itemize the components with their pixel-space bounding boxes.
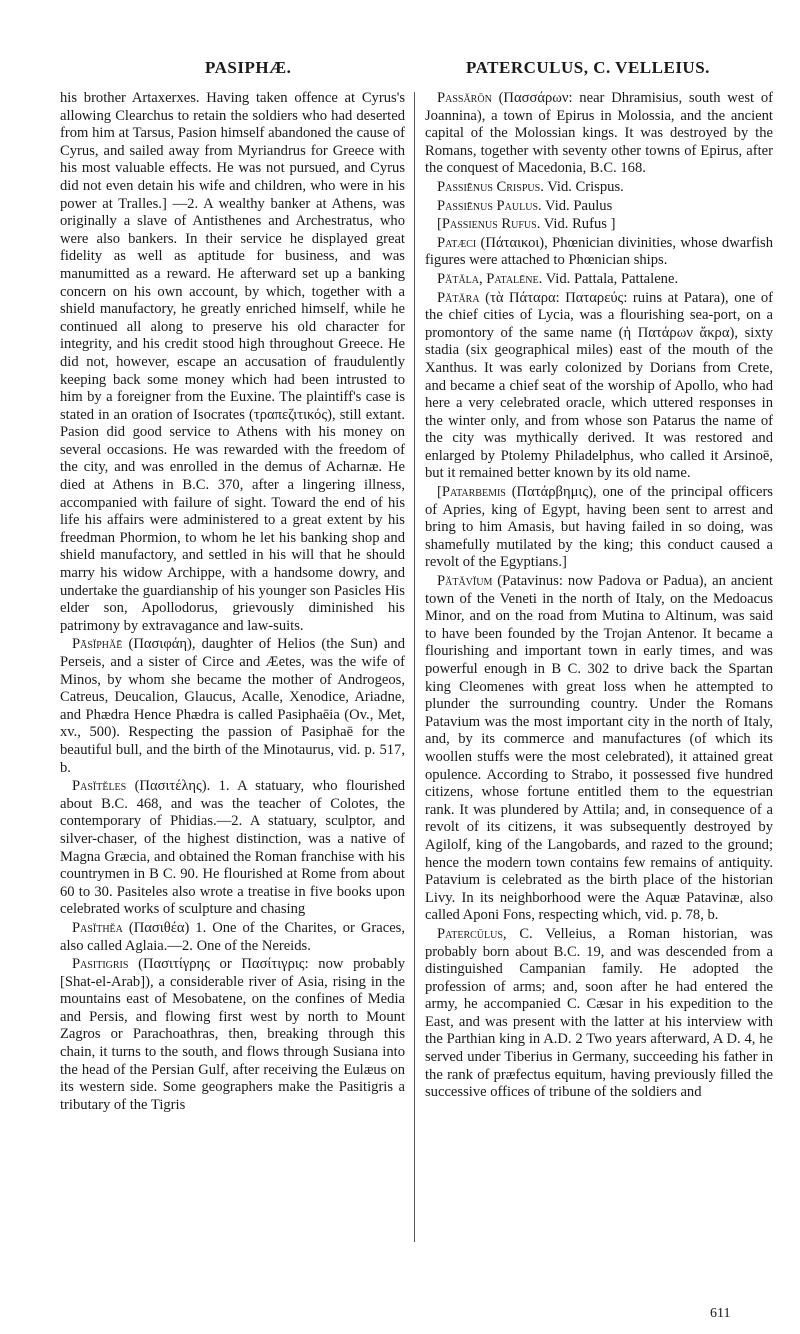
entry-text: (Πασιτέλης). 1. A statuary, who flourished about B.C. 468, and was the teacher of Colotes, the contemporary of Phidias.—2. A statuary, sculptor, and silver-chaser, of the highest distinction, was a native of Magna Græcia, and obtained the Roman franchise with his countrymen in B C. 90. He flourished at Rome from about 60 to 30. Pasiteles also wrote a treatise in five books upon celebrated works of sculpture and chasing <box>60 778 405 918</box>
dictionary-entry <box>60 956 405 1114</box>
entry-headword: Patæci <box>437 234 477 251</box>
dictionary-entry <box>425 198 773 216</box>
entry-text: (Πασσάρων: near Dhramisius, south west of Joannina), a town of Epirus in Molossia, and the ancient capital of the Molossian kings. It was destroyed by the Romans, together with seventy other towns of Epirus, after the conquest of Macedonia, B.C. 168. <box>425 90 773 177</box>
dictionary-entry <box>60 920 405 955</box>
entry-headword: [Patarbemis <box>437 484 506 501</box>
entry-headword: Pasĭthĕa <box>72 919 123 936</box>
dictionary-entry <box>425 216 773 234</box>
entry-text: C. Velleius, a Roman historian, was probably born about B.C. 19, and was descended from a distinguished Campanian family. He adopted the profession of arms; and, soon after he had entered the army, he accompanied C. Cæsar in his expedition to the East, and was present with the latter at his interview with the Parthian king in A.D. 2 Two years afterward, A D. 4, he served under Tiberius in Germany, succeeding his father in the rank of præfectus equitum, having previously filled the successive offices of tribune of the soldiers and <box>425 925 773 1101</box>
entry-headword: Pāsĭphăē <box>72 636 123 653</box>
dictionary-entry <box>425 484 773 572</box>
entry-headword: [Passienus Rufus. <box>437 216 541 233</box>
column-divider <box>414 92 415 1242</box>
header-right: PATERCULUS, C. VELLEIUS. <box>466 58 710 77</box>
dictionary-entry <box>425 926 773 1102</box>
entry-headword: Pasĭtĕles <box>72 778 127 795</box>
dictionary-entry <box>425 235 773 270</box>
entry-headword: Pătăla, Patalēne. <box>437 270 543 287</box>
entry-headword: Passiēnus Paulus. <box>437 197 542 214</box>
entry-text: Vid. Crispus. <box>543 178 624 195</box>
dictionary-entry <box>425 90 773 178</box>
entry-text: (Patavinus: now Padova or Padua), an ancient town of the Veneti in the north of Italy, on the Medoacus Minor, and on the road from Mutina to Altinum, was said to have been founded by the Trojan Antenor. It became a flourishing and important town in early times, and was powerful enough in B C. 302 to drive back the Spartan king Cleomenes with great loss when he attempted to plunder the surrounding country. Under the Romans Patavium was the most important city in the north of Italy, and, by its commerce and manufactures (of which its woollen stuffs were the most celebrated), it attained great opulence. According to Strabo, it possessed five hundred citizens, whose fortune entitled them to the equestrian rank. It was plundered by Attila; and, in consequence of a revolt of its citizens, it was subsequently destroyed by Agilolf, king of the Langobards, and razed to the ground; hence the modern town contains few remains of antiquity. Patavium is celebrated as the birth place of the historian Livy. In its neighborhood were the Aquæ Patavinæ, also called Aponi Fons, respecting which, vid. p. 78, b. <box>425 573 773 924</box>
entry-text: (Πάταικοι), Phœnician divinities, whose dwarfish figures were attached to Phœnician ships. <box>425 234 773 269</box>
entry-text: his brother Artaxerxes. Having taken offence at Cyrus's allowing Clearchus to retain the soldiers who had deserted from him at Tarsus, Pasion himself abandoned the cause of Cyrus, and sailed away from Myriandrus for Greece with his most valuable effects. He was not pursued, and Cyrus did not even detain his wife and children, who were in his power at Tralles.] —2. A wealthy banker at Athens, was originally a slave of Antisthenes and Archestratus, who were also bankers. In their service he displayed great fidelity as well as aptitude for business, and was manumitted as a reward. He afterward set up a banking concern on his own account, by which, together with a shield manufactory, he greatly enriched himself, while he continued all along to preserve his old character for integrity, and his credit stood high throughout Greece. He did not, however, escape an accusation of fraudulently keeping back some money which had been intrusted to him by a foreigner from the Euxine. The plaintiff's case is stated in an oration of Isocrates (τραπεζιτικός), still extant. Pasion did good service to Athens with his money on several occasions. He was rewarded with the freedom of the city, and was enrolled in the demus of Acharnæ. He died at Athens in B.C. 370, after a lingering illness, accompanied with failure of sight. Toward the end of his life his affairs were administered to a great extent by his freedman Phormion, to whom he let his banking shop and shield manufactory, and settled in his will that he should marry his widow Archippe, with a handsome dowry, and undertake the guardianship of his younger son Pasicles His elder son, Apollodorus, grievously diminished his patrimony by extravagance and law-suits. <box>60 90 405 634</box>
entry-text: (τὰ Πάταρα: Παταρεύς: ruins at Patara), one of the chief cities of Lycia, was a flourishing sea-port, on a promontory of the same name (ἡ Πατάρων ἄκρα), sixty stadia (six geographical miles) east of the mouth of the Xanthus. It was early colonized by Dorians from Crete, and became a chief seat of the worship of Apollo, who had here a very celebrated oracle, which uttered responses in the winter only, and from whose son Patarus the name of the city was mythically derived. It was restored and enlarged by Ptolemy Philadelphus, who called it Arsinoē, but it remained better known by its old name. <box>425 289 773 482</box>
entry-headword: Pătăra <box>437 289 480 306</box>
dictionary-entry <box>60 778 405 919</box>
right-column <box>425 90 773 1103</box>
entry-headword: Passiēnus Crispus. <box>437 178 544 195</box>
dictionary-entry <box>425 179 773 197</box>
entry-text: (Πασιτίγρης or Πασίτιγρις: now probably [Shat-el-Arab]), a considerable river of Asia, rising in the mountains east of Mesobatene, on the confines of Media and Persis, and flowing first west by north to Mount Zagros or Parachoathras, then, breaking through this chain, it turns to the south, and flows through Susiana into the head of the Persian Gulf, after receiving the Eulæus on its western side. Some geographers make the Pasitigris a tributary of the Tigris <box>60 956 405 1113</box>
entry-text: Vid. Pattala, Pattalene. <box>542 270 679 287</box>
entry-text: Vid. Rufus ] <box>540 216 616 233</box>
left-column <box>60 90 405 1115</box>
dictionary-entry <box>425 290 773 484</box>
entry-text: (Πασιφάη), daughter of Helios (the Sun) and Perseis, and a sister of Circe and Æetes, was the wife of Minos, by whom she became the mother of Androgeos, Catreus, Deucalion, Glaucus, Acalle, Xenodice, Ariadne, and Phædra Hence Phædra is called Pasiphaēia (Ov., Met, xv., 500). Respecting the passion of Pasiphaē for the beautiful bull, and the birth of the Minotaurus, vid. p. 517, b. <box>60 636 405 776</box>
entry-text: (Πατάρβημις), one of the principal officers of Apries, king of Egypt, having been sent to arrest and bring to him Amasis, but having failed in so doing, was shamefully mutilated by the king; this conduct caused a revolt of the Egyptians.] <box>425 484 773 571</box>
dictionary-entry <box>425 573 773 925</box>
entry-headword: Passărōn <box>437 90 492 106</box>
dictionary-entry <box>60 636 405 777</box>
dictionary-entry <box>425 271 773 289</box>
entry-headword: Pătăvĭum <box>437 573 493 590</box>
running-header <box>0 58 800 82</box>
page-number: 611 <box>710 1306 731 1321</box>
entry-headword: Pasitigris <box>72 956 129 973</box>
dictionary-entry <box>60 90 405 635</box>
entry-headword: Patercŭlus, <box>437 925 507 942</box>
header-left: PASIPHÆ. <box>205 58 292 77</box>
entry-text: Vid. Paulus <box>541 197 613 214</box>
entry-text: (Πασιθέα) 1. One of the Charites, or Graces, also called Aglaia.—2. One of the Nereids. <box>60 919 405 954</box>
